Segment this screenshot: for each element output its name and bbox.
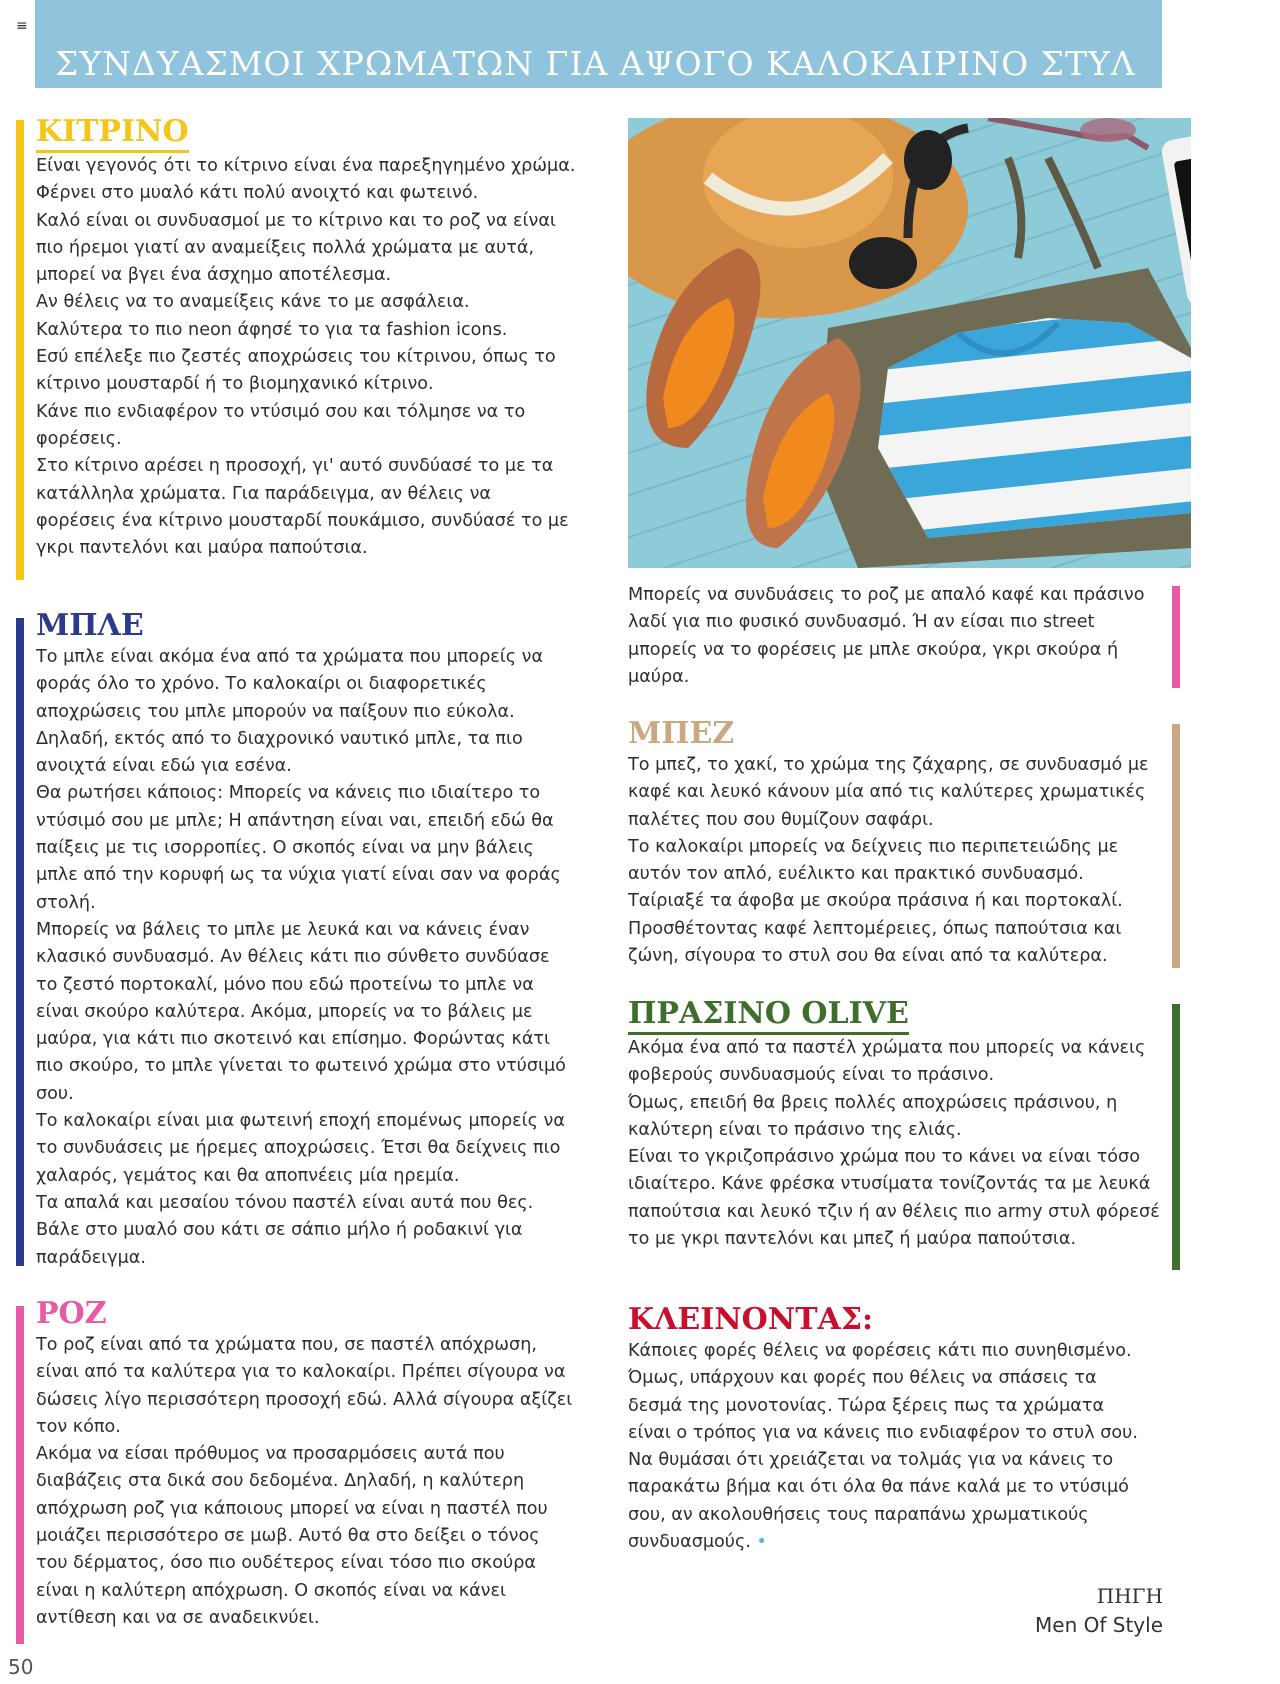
fashion-photo bbox=[628, 118, 1191, 568]
section-closing bbox=[628, 1302, 1148, 1556]
section-body-beige bbox=[628, 752, 1168, 970]
menu-icon: ≡ bbox=[16, 18, 28, 34]
paragraph: Είναι γεγονός ότι το κίτρινο είναι ένα παρεξηγημένο χρώμα. Φέρνει στο μυαλό κάτι πολύ ανοιχτό και φωτεινό. bbox=[36, 156, 576, 204]
olive-accent-bar bbox=[1172, 1004, 1180, 1270]
end-mark: • bbox=[756, 1532, 767, 1553]
blue-accent-bar bbox=[16, 618, 24, 1266]
page-title: ΣΥΝΔΥΑΣΜΟΙ ΧΡΩΜΑΤΩΝ ΓΙΑ ΑΨΟΓΟ ΚΑΛΟΚΑΙΡΙΝΟ ΣΤΥΛ bbox=[55, 44, 1136, 83]
paragraph-text: Να θυμάσαι ότι χρειάζεται να τολμάς για να κάνεις το παρακάτω βήμα και ότι όλα θα πάνε καλά με το ντύσιμό σου, αν ακολουθήσεις τους παραπάνω χρωματικούς συνδυασμούς. bbox=[628, 1450, 1129, 1553]
section-beige bbox=[628, 716, 1168, 970]
section-title-olive: ΠΡΑΣΙΝΟ OLIVE bbox=[628, 996, 909, 1035]
paragraph: Μπορείς να συνδυάσεις το ροζ με απαλό καφέ και πράσινο λαδί για πιο φυσικό συνδυασμό. Ή αν είσαι πιο street μπορείς να το φορέσεις με μπλε σκούρα, γκρι σκούρα ή μαύρα. bbox=[628, 585, 1145, 687]
paragraph: Στο κίτρινο αρέσει η προσοχή, γι' αυτό συνδύασέ το με τα κατάλληλα χρώματα. Για παράδειγμα, αν θέλεις να φορέσεις ένα κίτρινο μουσταρδί πουκάμισο, συνδύασέ το με γκρι παντελόνι και μαύρα παπούτσια. bbox=[36, 456, 569, 559]
section-olive bbox=[628, 996, 1168, 1253]
paragraph: Το καλοκαίρι είναι μια φωτεινή εποχή επομένως μπορείς να το συνδυάσεις με ήρεμες αποχρώσεις. Έτσι θα δείχνεις πιο χαλαρός, γεμάτος και θα αποπνέεις μία ηρεμία. bbox=[36, 1111, 565, 1186]
paragraph: Το μπεζ, το χακί, το χρώμα της ζάχαρης, σε συνδυασμό με καφέ και λευκό κάνουν μία από τις καλύτερες χρωματικές παλέτες που σου θυμίζουν σαφάρι. bbox=[628, 755, 1149, 830]
section-title-beige: ΜΠΕΖ bbox=[628, 716, 735, 751]
paragraph: Το ροζ είναι από τα χρώματα που, σε παστέλ απόχρωση, είναι από τα καλύτερα για το καλοκαίρι. Πρέπει σίγουρα να δώσεις λίγο περισσότερη προσοχή εδώ. Αλλά σίγουρα αξίζει τον κόπο. bbox=[36, 1335, 573, 1437]
section-title-yellow: ΚΙΤΡΙΝΟ bbox=[36, 114, 189, 153]
section-body-closing bbox=[628, 1338, 1148, 1556]
section-body-pink bbox=[36, 1332, 576, 1632]
beige-accent-bar bbox=[1172, 724, 1180, 968]
paragraph bbox=[628, 1447, 1148, 1556]
paragraph: Καλό είναι οι συνδυασμοί με το κίτρινο και το ροζ να είναι πιο ήρεμοι γιατί αν αναμείξεις πολλά χρώματα με αυτά, μπορεί να βγει ένα άσχημο αποτέλεσμα. bbox=[36, 210, 556, 286]
paragraph: Προσθέτοντας καφέ λεπτομέρειες, όπως παπούτσια και ζώνη, σίγουρα το στυλ σου θα είναι από τα καλύτερα. bbox=[628, 918, 1122, 967]
page-number: 50 bbox=[8, 1655, 34, 1679]
section-body-pink-continued bbox=[628, 582, 1168, 691]
source-credit bbox=[1035, 1582, 1163, 1640]
section-body-olive bbox=[628, 1035, 1168, 1253]
paragraph: Θα ρωτήσει κάποιος: Μπορείς να κάνεις πιο ιδιαίτερο το ντύσιμό σου με μπλε; Η απάντηση είναι ναι, επειδή εδώ θα παίξεις με τις ισορροπίες. Ο σκοπός είναι να μην βάλεις μπλε από την κορυφή ως τα νύχια γιατί είναι σαν να φοράς στολή. bbox=[36, 783, 561, 913]
section-body-blue bbox=[36, 644, 576, 1272]
paragraph: Κάνε πιο ενδιαφέρον το ντύσιμό σου και τόλμησε να το φορέσεις. bbox=[36, 401, 526, 449]
section-pink bbox=[36, 1296, 576, 1632]
paragraph: Εσύ επέλεξε πιο ζεστές αποχρώσεις του κίτρινου, όπως το κίτρινο μουσταρδί ή το βιομηχανικό κίτρινο. bbox=[36, 347, 556, 395]
pink-accent-bar-right bbox=[1172, 586, 1180, 688]
paragraph: Ταίριαξέ τα άφοβα με σκούρα πράσινα ή και πορτοκαλί. bbox=[628, 891, 1123, 912]
paragraph: Μπορείς να βάλεις το μπλε με λευκά και να κάνεις έναν κλασικό συνδυασμό. Αν θέλεις κάτι πιο σύνθετο συνδύασε το ζεστό πορτοκαλί, μόνο που εδώ προτείνω το μπλε να είναι σκούρο καλύτερα. Ακόμα, μπορείς να το βάλεις με μαύρα, για κάτι πιο σκοτεινό και επίσημο. Φορώντας κάτι πιο σκούρο, το μπλε γίνεται το φωτεινό χρώμα στο ντύσιμό σου. bbox=[36, 919, 566, 1104]
pink-accent-bar bbox=[16, 1306, 24, 1644]
flatlay-illustration bbox=[628, 118, 1191, 568]
section-title-pink: ΡΟΖ bbox=[36, 1296, 107, 1331]
paragraph: Ακόμα ένα από τα παστέλ χρώματα που μπορείς να κάνεις φοβερούς συνδυασμούς είναι το πράσινο. bbox=[628, 1038, 1146, 1086]
section-title-blue: ΜΠΛΕ bbox=[36, 608, 144, 643]
paragraph: Το μπλε είναι ακόμα ένα από τα χρώματα που μπορείς να φοράς όλο το χρόνο. Το καλοκαίρι οι διαφορετικές αποχρώσεις του μπλε μπορούν να παίξουν πιο εύκολα. Δηλαδή, εκτός από το διαχρονικό ναυτικό μπλε, τα πιο ανοιχτά είναι εδώ για εσένα. bbox=[36, 647, 544, 777]
paragraph: Είναι το γκριζοπράσινο χρώμα που το κάνει να είναι τόσο ιδιαίτερο. Κάνε φρέσκα ντυσίματα τονίζοντάς τα με λευκά παπούτσια και λευκό τζιν ή αν θέλεις πιο army στυλ φόρεσέ το με γκρι παντελόνι και μπεζ ή μαύρα παπούτσια. bbox=[628, 1147, 1160, 1250]
paragraph: Καλύτερα το πιο neon άφησέ το για τα fashion icons. bbox=[36, 319, 508, 340]
paragraph: Αν θέλεις να το αναμείξεις κάνε το με ασφάλεια. bbox=[36, 292, 470, 313]
source-label: ΠΗΓΗ bbox=[1096, 1584, 1163, 1608]
paragraph: Κάποιες φορές θέλεις να φορέσεις κάτι πιο συνηθισμένο. Όμως, υπάρχουν και φορές που θέλεις να σπάσεις τα δεσμά της μονοτονίας. Τώρα ξέρεις πως τα χρώματα είναι ο τρόπος για να κάνεις πιο ενδιαφέρον το στυλ σου. bbox=[628, 1341, 1138, 1443]
section-pink-continued bbox=[628, 582, 1168, 691]
yellow-accent-bar bbox=[16, 120, 24, 580]
section-yellow bbox=[36, 114, 576, 562]
paragraph: Τα απαλά και μεσαίου τόνου παστέλ είναι αυτά που θες. Βάλε στο μυαλό σου κάτι σε σάπιο μήλο ή ροδακινί για παράδειγμα. bbox=[36, 1192, 534, 1268]
section-title-closing: ΚΛΕΙΝΟΝΤΑΣ: bbox=[628, 1302, 874, 1337]
source-name: Men Of Style bbox=[1035, 1613, 1163, 1637]
section-blue bbox=[36, 608, 576, 1272]
section-body-yellow bbox=[36, 153, 576, 562]
paragraph: Το καλοκαίρι μπορείς να δείχνεις πιο περιπετειώδης με αυτόν τον απλό, ευέλικτο και πρακτικό συνδυασμό. bbox=[628, 836, 1119, 885]
paragraph: Ακόμα να είσαι πρόθυμος να προσαρμόσεις αυτά που διαβάζεις στα δικά σου δεδομένα. Δηλαδή, η καλύτερη απόχρωση ροζ για κάποιους μπορεί να είναι η παστέλ που μοιάζει περισσότερο σε μωβ. Αυτό θα στο δείξει ο τόνος του δέρματος, όσο πιο ουδέτερος είναι τόσο πιο σκούρα είναι η καλύτερη απόχρωση. Ο σκοπός είναι να κάνει αντίθεση και να σε αναδεικνύει. bbox=[36, 1444, 548, 1628]
paragraph: Όμως, επειδή θα βρεις πολλές αποχρώσεις πράσινου, η καλύτερη είναι το πράσινο της ελιάς. bbox=[628, 1092, 1118, 1140]
